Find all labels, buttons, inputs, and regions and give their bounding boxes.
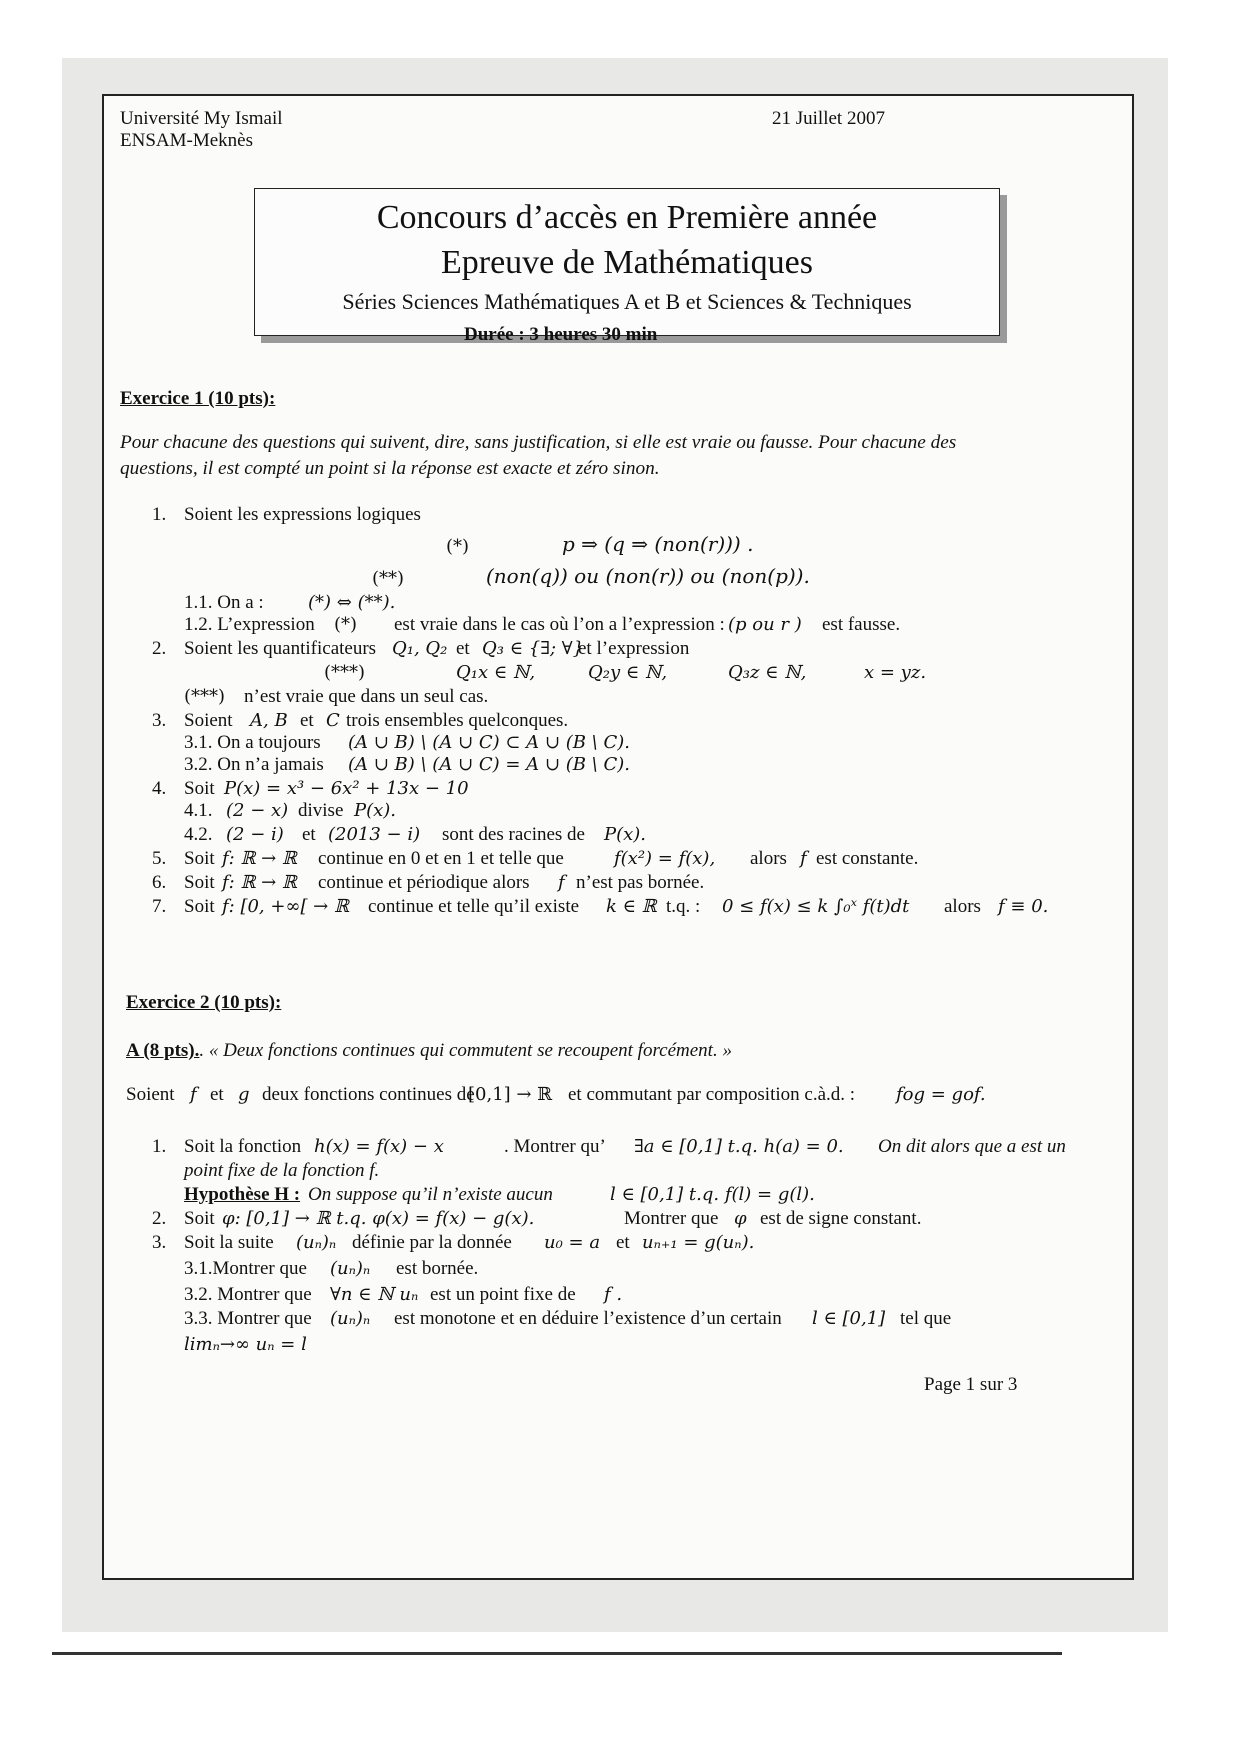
q5-text-d: est constante. [816, 848, 919, 869]
q4-formula: P(x) = x³ − 6x² + 13x − 10 [224, 778, 469, 799]
given-interval: [0,1] → ℝ [468, 1084, 553, 1105]
q3-text-b: et [300, 710, 314, 731]
ex2-q3-sub2-text-a: est un point fixe de [430, 1284, 576, 1305]
exam-date: 21 Juillet 2007 [772, 108, 885, 129]
q3-sub2-prefix: 3.2. On n’a jamais [184, 754, 324, 775]
q3-sets: A, B [250, 710, 288, 731]
exercise-1-intro-line-1: Pour chacune des questions qui suivent, dire, sans justification, si elle est vraie ou fausse. Pour chacune des [120, 432, 957, 453]
ex2-q2-formula-a: φ: [0,1] → ℝ t.q. φ(x) = f(x) − g(x). [222, 1208, 535, 1229]
ex2-q1-text-b: . Montrer qu’ [504, 1136, 606, 1157]
q5-number: 5. [152, 848, 167, 869]
ex2-q3-sub2-formula: ∀n ∈ ℕ uₙ [330, 1284, 419, 1305]
part-a-label: A (8 pts). [126, 1040, 200, 1061]
q6-formula-a: f: ℝ → ℝ [222, 872, 297, 893]
hypothesis-formula: l ∈ [0,1] t.q. f(l) = g(l). [610, 1184, 815, 1205]
q5-text-a: Soit [184, 848, 215, 869]
ex2-q3-sub3-text-b: tel que [900, 1308, 952, 1329]
hypothesis-text: On suppose qu’il n’existe aucun [308, 1184, 553, 1205]
q4-sub2-text-a: et [302, 824, 316, 845]
q7-text-b: continue et telle qu’il existe [368, 896, 580, 917]
q2-formula-4: x = yz. [864, 662, 927, 683]
q3-number: 3. [152, 710, 167, 731]
ex2-q3-text-c: et [616, 1232, 630, 1253]
ex2-q2-text-c: est de signe constant. [760, 1208, 922, 1229]
exercise-2-heading: Exercice 2 (10 pts): [126, 992, 282, 1013]
q5-formula-a: f: ℝ → ℝ [222, 848, 297, 869]
q4-sub1-text: divise [298, 800, 344, 821]
ex2-q3-sub3-prefix: 3.3. Montrer que [184, 1308, 312, 1329]
ex2-q3-sub3-text-a: est monotone et en déduire l’existence d’un certain [394, 1308, 782, 1329]
given-f: f [190, 1084, 197, 1105]
q4-sub1-prefix: 4.1. [184, 800, 213, 821]
ex2-q3-sub3-formula-2: l ∈ [0,1] [812, 1308, 886, 1329]
q3-text-a: Soient [184, 710, 233, 731]
q1-sub2-end: est fausse. [822, 614, 901, 635]
q6-text-c: n’est pas bornée. [576, 872, 705, 893]
q1-number: 1. [152, 504, 167, 525]
given-text-b: et [210, 1084, 224, 1105]
q2-text-a: Soient les quantificateurs [184, 638, 377, 659]
q7-number: 7. [152, 896, 167, 917]
title-line-1: Concours d’accès en Première année [376, 199, 878, 236]
q3-sub1-prefix: 3.1. On a toujours [184, 732, 321, 753]
q6-number: 6. [152, 872, 167, 893]
scan-edge-line [52, 1652, 1062, 1655]
q7-text-c: t.q. : [666, 896, 701, 917]
exam-page [102, 94, 1134, 1580]
q1-sub2-text: est vraie dans le cas où l’on a l’expression : [394, 614, 725, 635]
q1-text: Soient les expressions logiques [184, 504, 421, 525]
page-number: Page 1 sur 3 [924, 1374, 1018, 1395]
q2-formula-2: Q₂y ∈ ℕ, [588, 662, 668, 683]
title-line-2: Epreuve de Mathématiques [441, 244, 813, 281]
ex2-q2-text-b: Montrer que [624, 1208, 719, 1229]
q2-formula-b: Q₃ ∈ {∃; ∀} [482, 638, 585, 659]
q4-sub2-formula-2: (2013 − i) [328, 824, 421, 845]
hypothesis-label: Hypothèse H : [184, 1184, 301, 1205]
q4-sub2-text-b: sont des racines de [442, 824, 585, 845]
q6-text-a: Soit [184, 872, 215, 893]
ex2-q3-number: 3. [152, 1232, 167, 1253]
q5-text-b: continue en 0 et en 1 et telle que [318, 848, 564, 869]
ex2-q3-formula-b: u₀ = a [544, 1232, 601, 1253]
ex2-q2-text-a: Soit [184, 1208, 215, 1229]
ex2-q3-formula-c: uₙ₊₁ = g(uₙ). [642, 1232, 755, 1253]
q2-label-3star: (***) [324, 662, 366, 683]
q3-sub2-formula: (A ∪ B) \ (A ∪ C) = A ∪ (B \ C). [348, 754, 630, 775]
q7-formula-c: 0 ≤ f(x) ≤ k ∫₀ˣ f(t)dt [722, 896, 910, 917]
ex2-q2-formula-b: φ [734, 1208, 747, 1229]
q2-number: 2. [152, 638, 167, 659]
ex2-q1-text-c: On dit alors que a est un [878, 1136, 1066, 1157]
q4-sub2-formula-3: P(x). [604, 824, 647, 845]
title-line-3: Séries Sciences Mathématiques A et B et Sciences & Techniques [342, 289, 912, 314]
q7-formula-a: f: [0, +∞[ → ℝ [222, 896, 349, 917]
q1-sub1-prefix: 1.1. On a : [184, 592, 264, 613]
given-text-a: Soient [126, 1084, 175, 1105]
q1-label-2star: (**) [372, 568, 405, 589]
q4-number: 4. [152, 778, 167, 799]
ex2-q1-number: 1. [152, 1136, 167, 1157]
ex2-q2-number: 2. [152, 1208, 167, 1229]
q2-line2-label: (***) [184, 686, 226, 707]
q5-formula-b: f(x²) = f(x), [614, 848, 716, 869]
ex2-q3-text-a: Soit la suite [184, 1232, 274, 1253]
q2-text-c: et l’expression [578, 638, 690, 659]
q7-text-d: alors [944, 896, 981, 917]
given-g: g [238, 1084, 250, 1105]
q7-formula-d: f ≡ 0. [998, 896, 1049, 917]
given-text-c: deux fonctions continues de [262, 1084, 475, 1105]
q6-formula-b: f [558, 872, 565, 893]
title-box [254, 188, 1000, 336]
ex2-q3-sub1-prefix: 3.1.Montrer que [184, 1258, 307, 1279]
q4-sub1-formula-2: P(x). [354, 800, 397, 821]
part-a-quote: . « Deux fonctions continues qui commutent se recoupent forcément. » [199, 1040, 732, 1061]
q2-formula-3: Q₃z ∈ ℕ, [728, 662, 807, 683]
q4-sub1-formula: (2 − x) [226, 800, 289, 821]
q6-text-b: continue et périodique alors [318, 872, 530, 893]
q2-formula-a: Q₁, Q₂ [392, 638, 448, 659]
ex2-q3-sub3-line-2: limₙ→∞ uₙ = l [184, 1334, 307, 1355]
q1-formula-star: p ⇒ (q ⇒ (non(r))) . [562, 532, 754, 556]
ex2-q3-sub3-formula: (uₙ)ₙ [330, 1308, 371, 1329]
ex2-q3-sub2-formula-2: f . [604, 1284, 623, 1305]
ex2-q3-sub1-text: est bornée. [396, 1258, 479, 1279]
q3-set-c: C [326, 710, 340, 731]
exercise-1-intro-line-2: questions, il est compté un point si la réponse est exacte et zéro sinon. [120, 458, 660, 479]
school-name: ENSAM-Meknès [120, 130, 253, 151]
duration: Durée : 3 heures 30 min [464, 324, 658, 345]
q2-formula-1: Q₁x ∈ ℕ, [456, 662, 536, 683]
q1-sub1-formula: (*) ⇔ (**). [308, 592, 396, 613]
q2-line2-text: n’est vraie que dans un seul cas. [244, 686, 489, 707]
q7-formula-b: k ∈ ℝ [606, 896, 657, 917]
ex2-q1-formula-b: ∃a ∈ [0,1] t.q. h(a) = 0. [634, 1136, 844, 1157]
q7-text-a: Soit [184, 896, 215, 917]
ex2-q3-formula-a: (uₙ)ₙ [296, 1232, 337, 1253]
q1-formula-2star: (non(q)) ou (non(r)) ou (non(p)). [486, 564, 810, 588]
q3-sub1-formula: (A ∪ B) \ (A ∪ C) ⊂ A ∪ (B \ C). [348, 732, 630, 753]
ex2-q1-text-a: Soit la fonction [184, 1136, 302, 1157]
q1-sub2-formula: (p ou r ) [728, 614, 802, 635]
q4-sub2-formula: (2 − i) [226, 824, 284, 845]
q1-label-star: (*) [446, 536, 470, 557]
part-a-line [126, 1040, 732, 1062]
university-name: Université My Ismail [120, 108, 283, 129]
q4-sub2-prefix: 4.2. [184, 824, 213, 845]
q1-sub2-star: (*) [334, 614, 358, 635]
given-formula: fog = gof. [896, 1084, 986, 1105]
q5-text-c: alors [750, 848, 787, 869]
ex2-q1-line-2: point fixe de la fonction f. [184, 1160, 380, 1181]
q1-sub2-prefix: 1.2. L’expression [184, 614, 315, 635]
ex2-q3-text-b: définie par la donnée [352, 1232, 512, 1253]
q4-text: Soit [184, 778, 215, 799]
q2-text-b: et [456, 638, 470, 659]
exercise-1-heading: Exercice 1 (10 pts): [120, 388, 276, 409]
ex2-q3-sub1-formula: (uₙ)ₙ [330, 1258, 371, 1279]
given-text-d: et commutant par composition c.à.d. : [568, 1084, 856, 1105]
q5-formula-c: f [800, 848, 807, 869]
ex2-q1-formula-a: h(x) = f(x) − x [314, 1136, 444, 1157]
q3-text-c: trois ensembles quelconques. [346, 710, 569, 731]
ex2-q3-sub2-prefix: 3.2. Montrer que [184, 1284, 312, 1305]
